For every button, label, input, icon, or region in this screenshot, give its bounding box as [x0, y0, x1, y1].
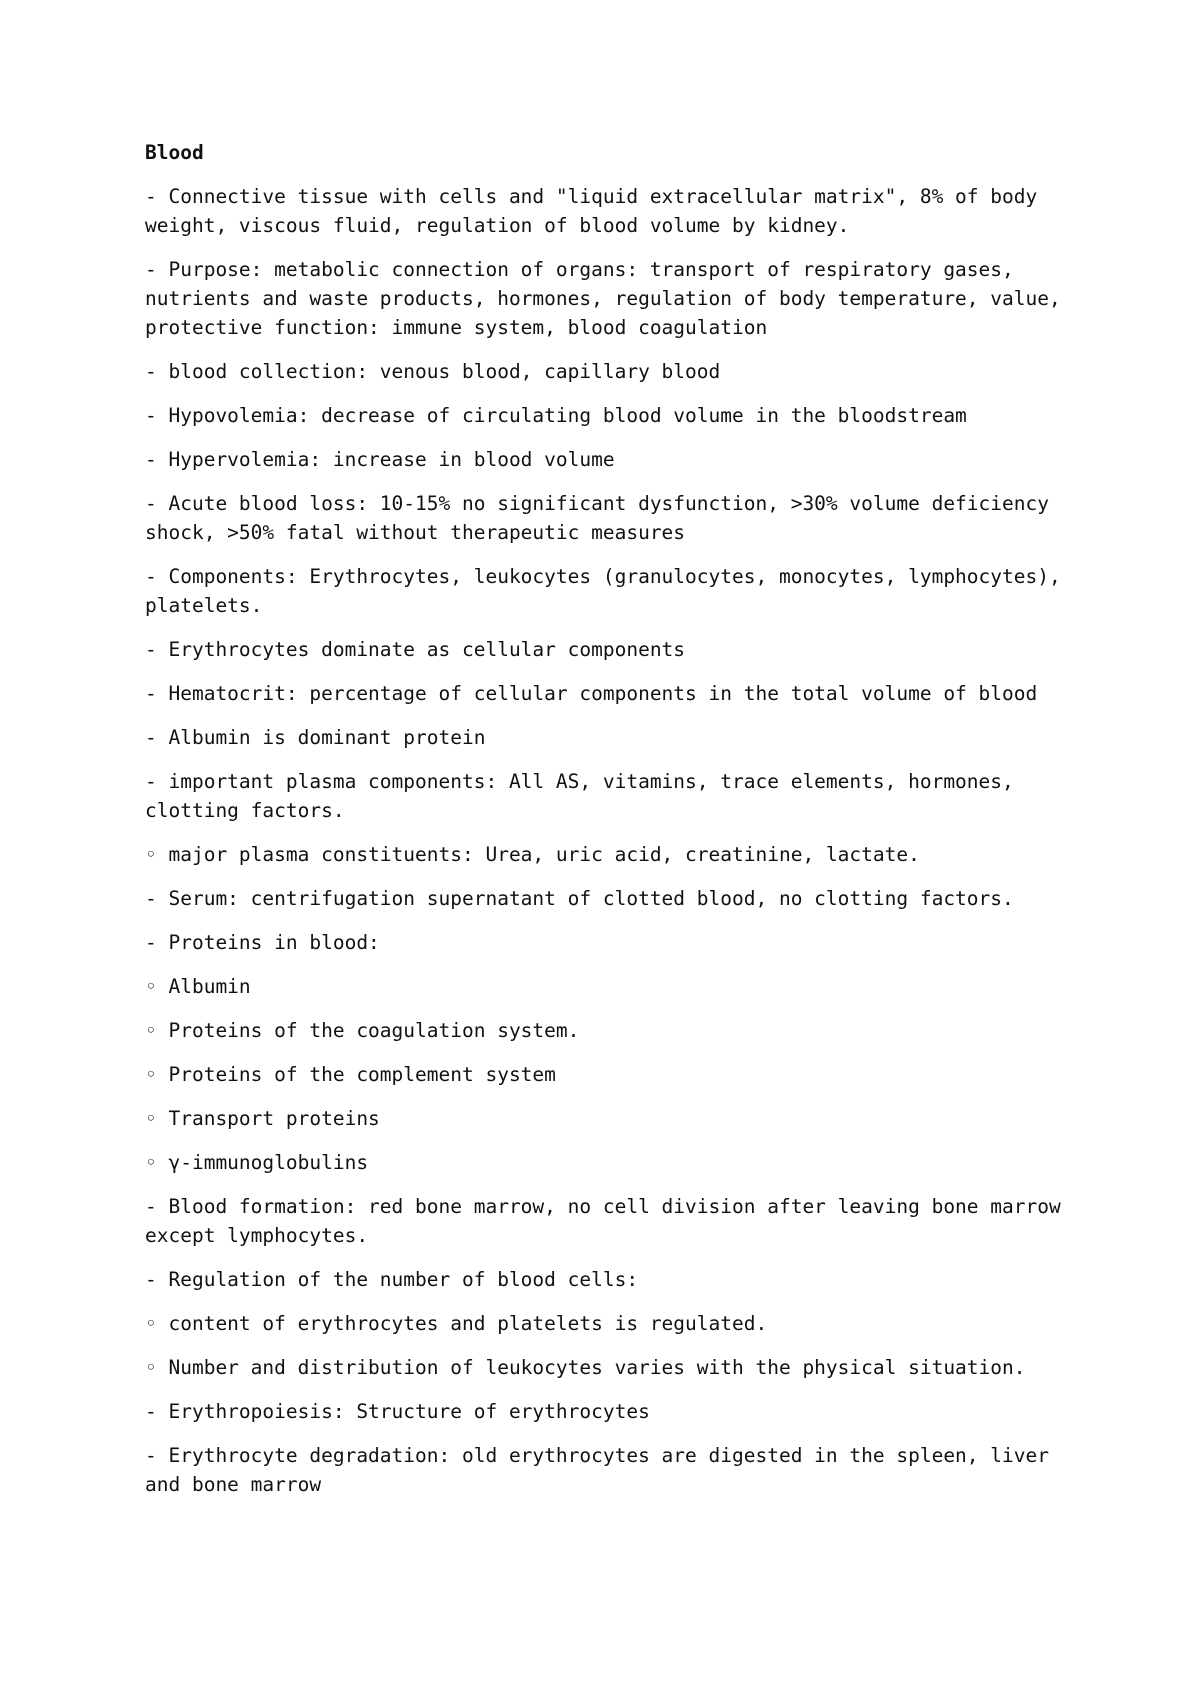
text-line: - Hypervolemia: increase in blood volume — [145, 448, 615, 471]
sub-item-line: ◦ Proteins of the complement system — [145, 1063, 556, 1086]
sub-item-line: ◦ content of erythrocytes and platelets is regulated. — [145, 1312, 768, 1335]
sub-item-line: ◦ Proteins of the coagulation system. — [145, 1019, 580, 1042]
document-title: Blood — [145, 141, 204, 164]
text-line: - Albumin is dominant protein — [145, 726, 486, 749]
text-line: - Proteins in blood: — [145, 931, 380, 954]
text-line: - Purpose: metabolic connection of organs: transport of respiratory gases, nutrients and waste products, hormones, regulation of body temperature, value, protective function: immune system, blood coagulation — [145, 258, 1073, 339]
text-line: - Serum: centrifugation supernatant of clotted blood, no clotting factors. — [145, 887, 1014, 910]
sub-item-line: ◦ Albumin — [145, 975, 251, 998]
sub-item-line: ◦ major plasma constituents: Urea, uric acid, creatinine, lactate. — [145, 843, 920, 866]
text-line: - blood collection: venous blood, capillary blood — [145, 360, 721, 383]
text-line: - Erythropoiesis: Structure of erythrocytes — [145, 1400, 650, 1423]
text-line: - Acute blood loss: 10-15% no significant dysfunction, >30% volume deficiency shock, >50% fatal without therapeutic measures — [145, 492, 1061, 544]
text-line: - Erythrocytes dominate as cellular components — [145, 638, 686, 661]
document-body — [145, 138, 1075, 1514]
text-line: - important plasma components: All AS, vitamins, trace elements, hormones, clotting factors. — [145, 770, 1026, 822]
sub-item-line: ◦ Number and distribution of leukocytes varies with the physical situation. — [145, 1356, 1026, 1379]
text-line: - Regulation of the number of blood cells: — [145, 1268, 639, 1291]
text-line: - Erythrocyte degradation: old erythrocytes are digested in the spleen, liver and bone marrow — [145, 1444, 1061, 1496]
text-line: - Hypovolemia: decrease of circulating blood volume in the bloodstream — [145, 404, 967, 427]
sub-item-line: ◦ Transport proteins — [145, 1107, 380, 1130]
text-line: - Components: Erythrocytes, leukocytes (granulocytes, monocytes, lymphocytes), platelets. — [145, 565, 1073, 617]
text-line: - Blood formation: red bone marrow, no cell division after leaving bone marrow except lymphocytes. — [145, 1195, 1073, 1247]
sub-item-line: ◦ γ-immunoglobulins — [145, 1151, 369, 1174]
text-line: - Hematocrit: percentage of cellular components in the total volume of blood — [145, 682, 1038, 705]
text-line: - Connective tissue with cells and "liquid extracellular matrix", 8% of body weight, viscous fluid, regulation of blood volume by kidney. — [145, 185, 1049, 237]
